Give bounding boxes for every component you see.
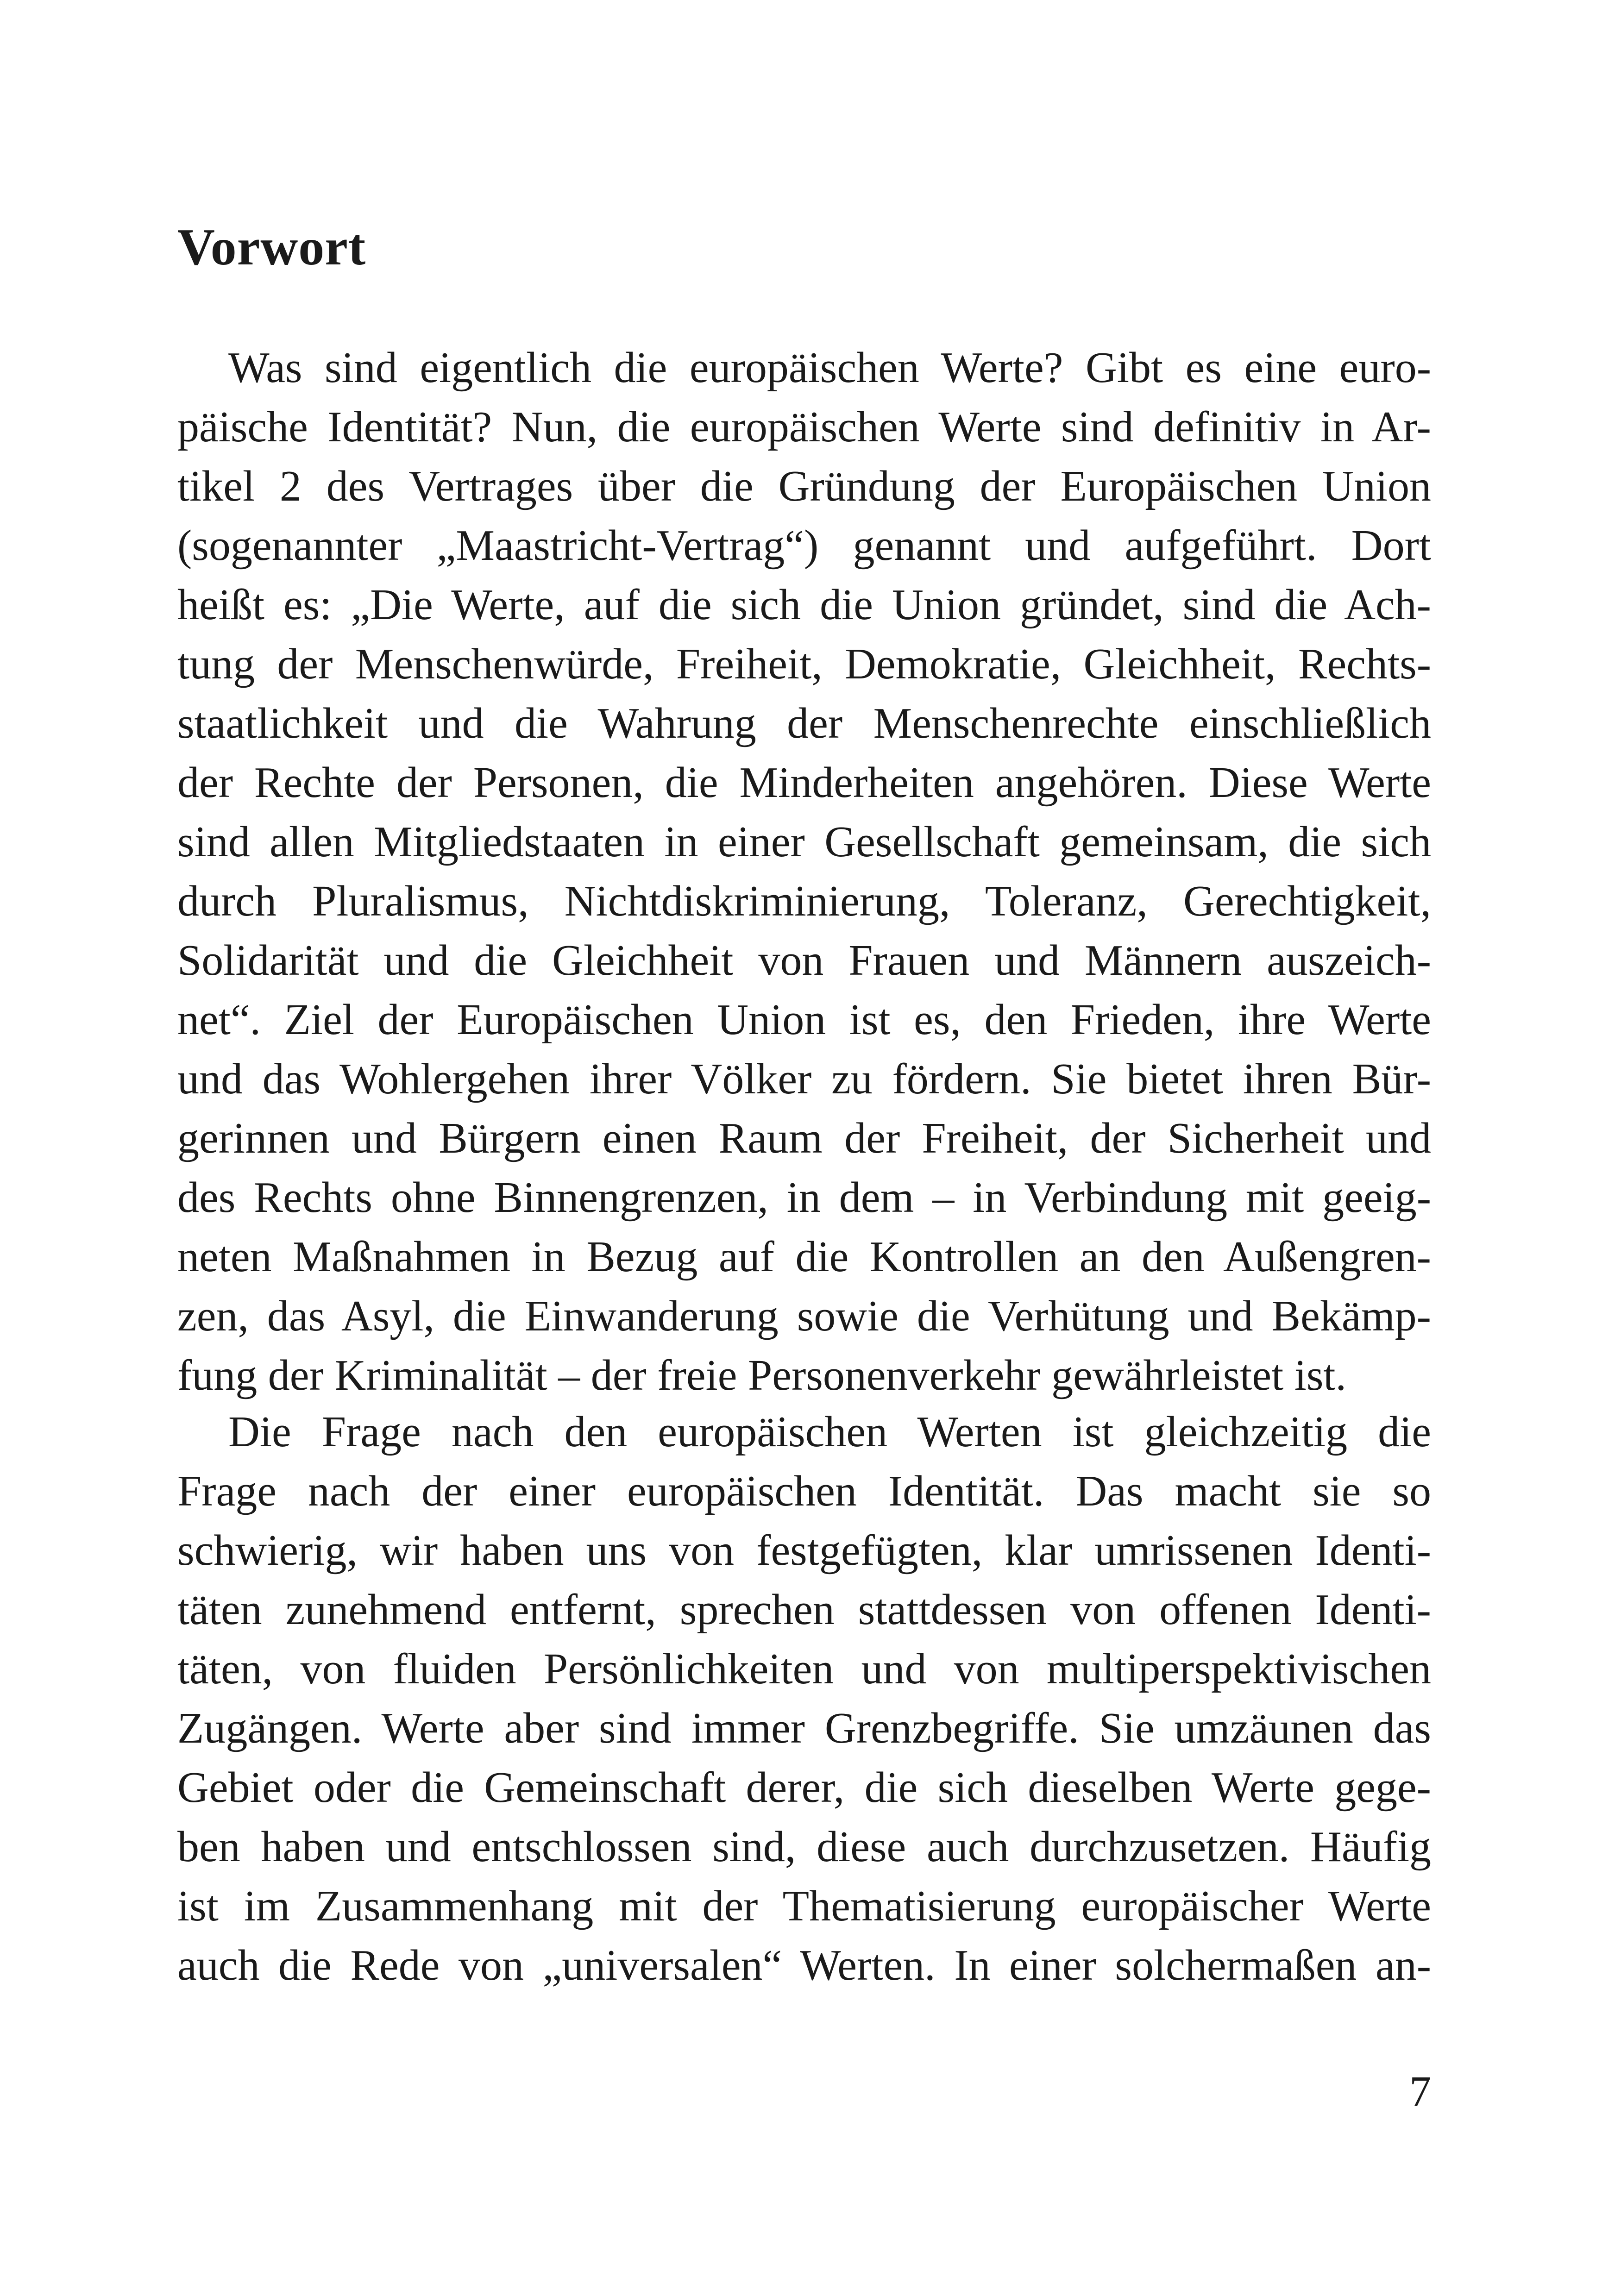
chapter-heading: Vorwort	[177, 219, 366, 276]
text-line: täten zunehmend entfernt, sprechen stattdessen von offenen Identi-	[177, 1586, 1431, 1634]
text-line: auch die Rede von „universalen“ Werten. In einer solchermaßen an-	[177, 1941, 1431, 1989]
text-line: sind allen Mitgliedstaaten in einer Gesellschaft gemeinsam, die sich	[177, 818, 1431, 866]
text-line: tung der Menschenwürde, Freiheit, Demokratie, Gleichheit, Rechts-	[177, 640, 1431, 688]
paragraph-2	[177, 1402, 1431, 1995]
text-line: päische Identität? Nun, die europäischen Werte sind definitiv in Ar-	[177, 403, 1431, 451]
text-line: Zugängen. Werte aber sind immer Grenzbegriffe. Sie umzäunen das	[177, 1704, 1431, 1752]
page-number: 7	[1409, 2068, 1431, 2116]
text-line: ben haben und entschlossen sind, diese auch durchzusetzen. Häufig	[177, 1823, 1431, 1871]
text-line: net“. Ziel der Europäischen Union ist es, den Frieden, ihre Werte	[177, 996, 1431, 1044]
text-line: zen, das Asyl, die Einwanderung sowie die Verhütung und Bekämp-	[177, 1292, 1431, 1340]
text-line: Was sind eigentlich die europäischen Werte? Gibt es eine euro-	[228, 344, 1431, 392]
text-line: durch Pluralismus, Nichtdiskriminierung, Toleranz, Gerechtigkeit,	[177, 877, 1431, 925]
text-line: (sogenannter „Maastricht-Vertrag“) genannt und aufgeführt. Dort	[177, 521, 1431, 570]
text-line: und das Wohlergehen ihrer Völker zu fördern. Sie bietet ihren Bür-	[177, 1055, 1431, 1103]
text-line: fung der Kriminalität – der freie Personenverkehr gewährleistet ist.	[177, 1351, 1347, 1399]
text-line: ist im Zusammenhang mit der Thematisierung europäischer Werte	[177, 1882, 1431, 1930]
text-line: neten Maßnahmen in Bezug auf die Kontrollen an den Außengren-	[177, 1233, 1431, 1281]
text-line: schwierig, wir haben uns von festgefügten, klar umrissenen Identi-	[177, 1526, 1431, 1575]
text-line: des Rechts ohne Binnengrenzen, in dem – in Verbindung mit geeig-	[177, 1173, 1431, 1222]
text-line: Frage nach der einer europäischen Identität. Das macht sie so	[177, 1467, 1431, 1515]
text-line: Gebiet oder die Gemeinschaft derer, die sich dieselben Werte gege-	[177, 1763, 1431, 1812]
text-line: Solidarität und die Gleichheit von Frauen und Männern auszeich-	[177, 936, 1431, 985]
text-line: der Rechte der Personen, die Minderheiten angehören. Diese Werte	[177, 759, 1431, 807]
text-line: heißt es: „Die Werte, auf die sich die Union gründet, sind die Ach-	[177, 581, 1431, 629]
paragraph-1	[177, 338, 1431, 1405]
text-line: tikel 2 des Vertrages über die Gründung der Europäischen Union	[177, 462, 1431, 510]
text-line: Die Frage nach den europäischen Werten ist gleichzeitig die	[228, 1408, 1431, 1456]
text-line: staatlichkeit und die Wahrung der Menschenrechte einschließlich	[177, 699, 1431, 747]
text-line: gerinnen und Bürgern einen Raum der Freiheit, der Sicherheit und	[177, 1114, 1431, 1162]
text-line: täten, von fluiden Persönlichkeiten und von multiperspektivischen	[177, 1645, 1431, 1693]
